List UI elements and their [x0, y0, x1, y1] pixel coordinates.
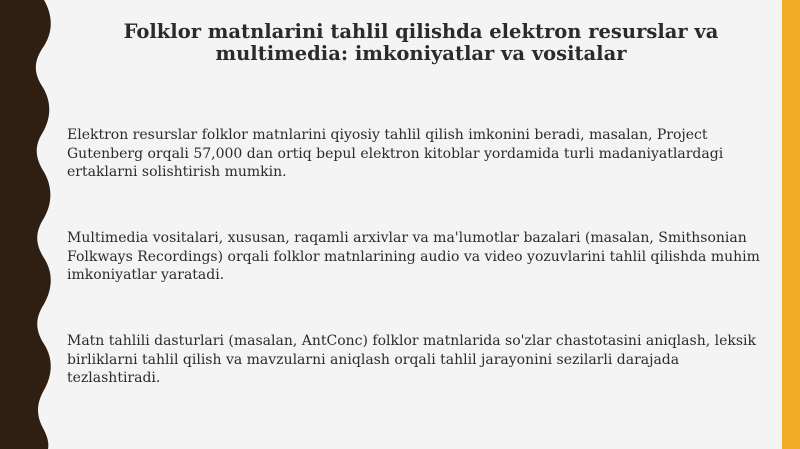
paragraph-text-analysis-software: Matn tahlili dasturlari (masalan, AntConc) folklor matnlarida so'zlar chastotasini aniqlash, leksik birliklarni tahlil qilish va mavzularni aniqlash orqali tahlil jarayonini sezilarli darajada tezlashtiradi. — [67, 333, 757, 386]
left-wavy-decoration — [0, 0, 60, 449]
left-wavy-shape — [0, 0, 51, 449]
right-accent-bar — [782, 0, 800, 449]
paragraph-multimedia-tools: Multimedia vositalari, xususan, raqamli arxivlar va ma'lumotlar bazalari (masalan, Smithsonian Folkways Recordings) orqali folklor matnlarining audio va video yozuvlarini tahlil qilishda muhim imkoniyatlar yaratadi. — [67, 230, 760, 283]
paragraph-electronic-resources: Elektron resurslar folklor matnlarini qiyosiy tahlil qilish imkonini beradi, masalan, Project Gutenberg orqali 57,000 dan ortiq bepul elektron kitoblar yordamida turli madaniyatlardagi ertaklarni solishtirish mumkin. — [67, 127, 724, 180]
slide-title: Folklor matnlarini tahlil qilishda elektron resurslar va multimedia: imkoniyatlar va vositalar — [123, 20, 719, 65]
